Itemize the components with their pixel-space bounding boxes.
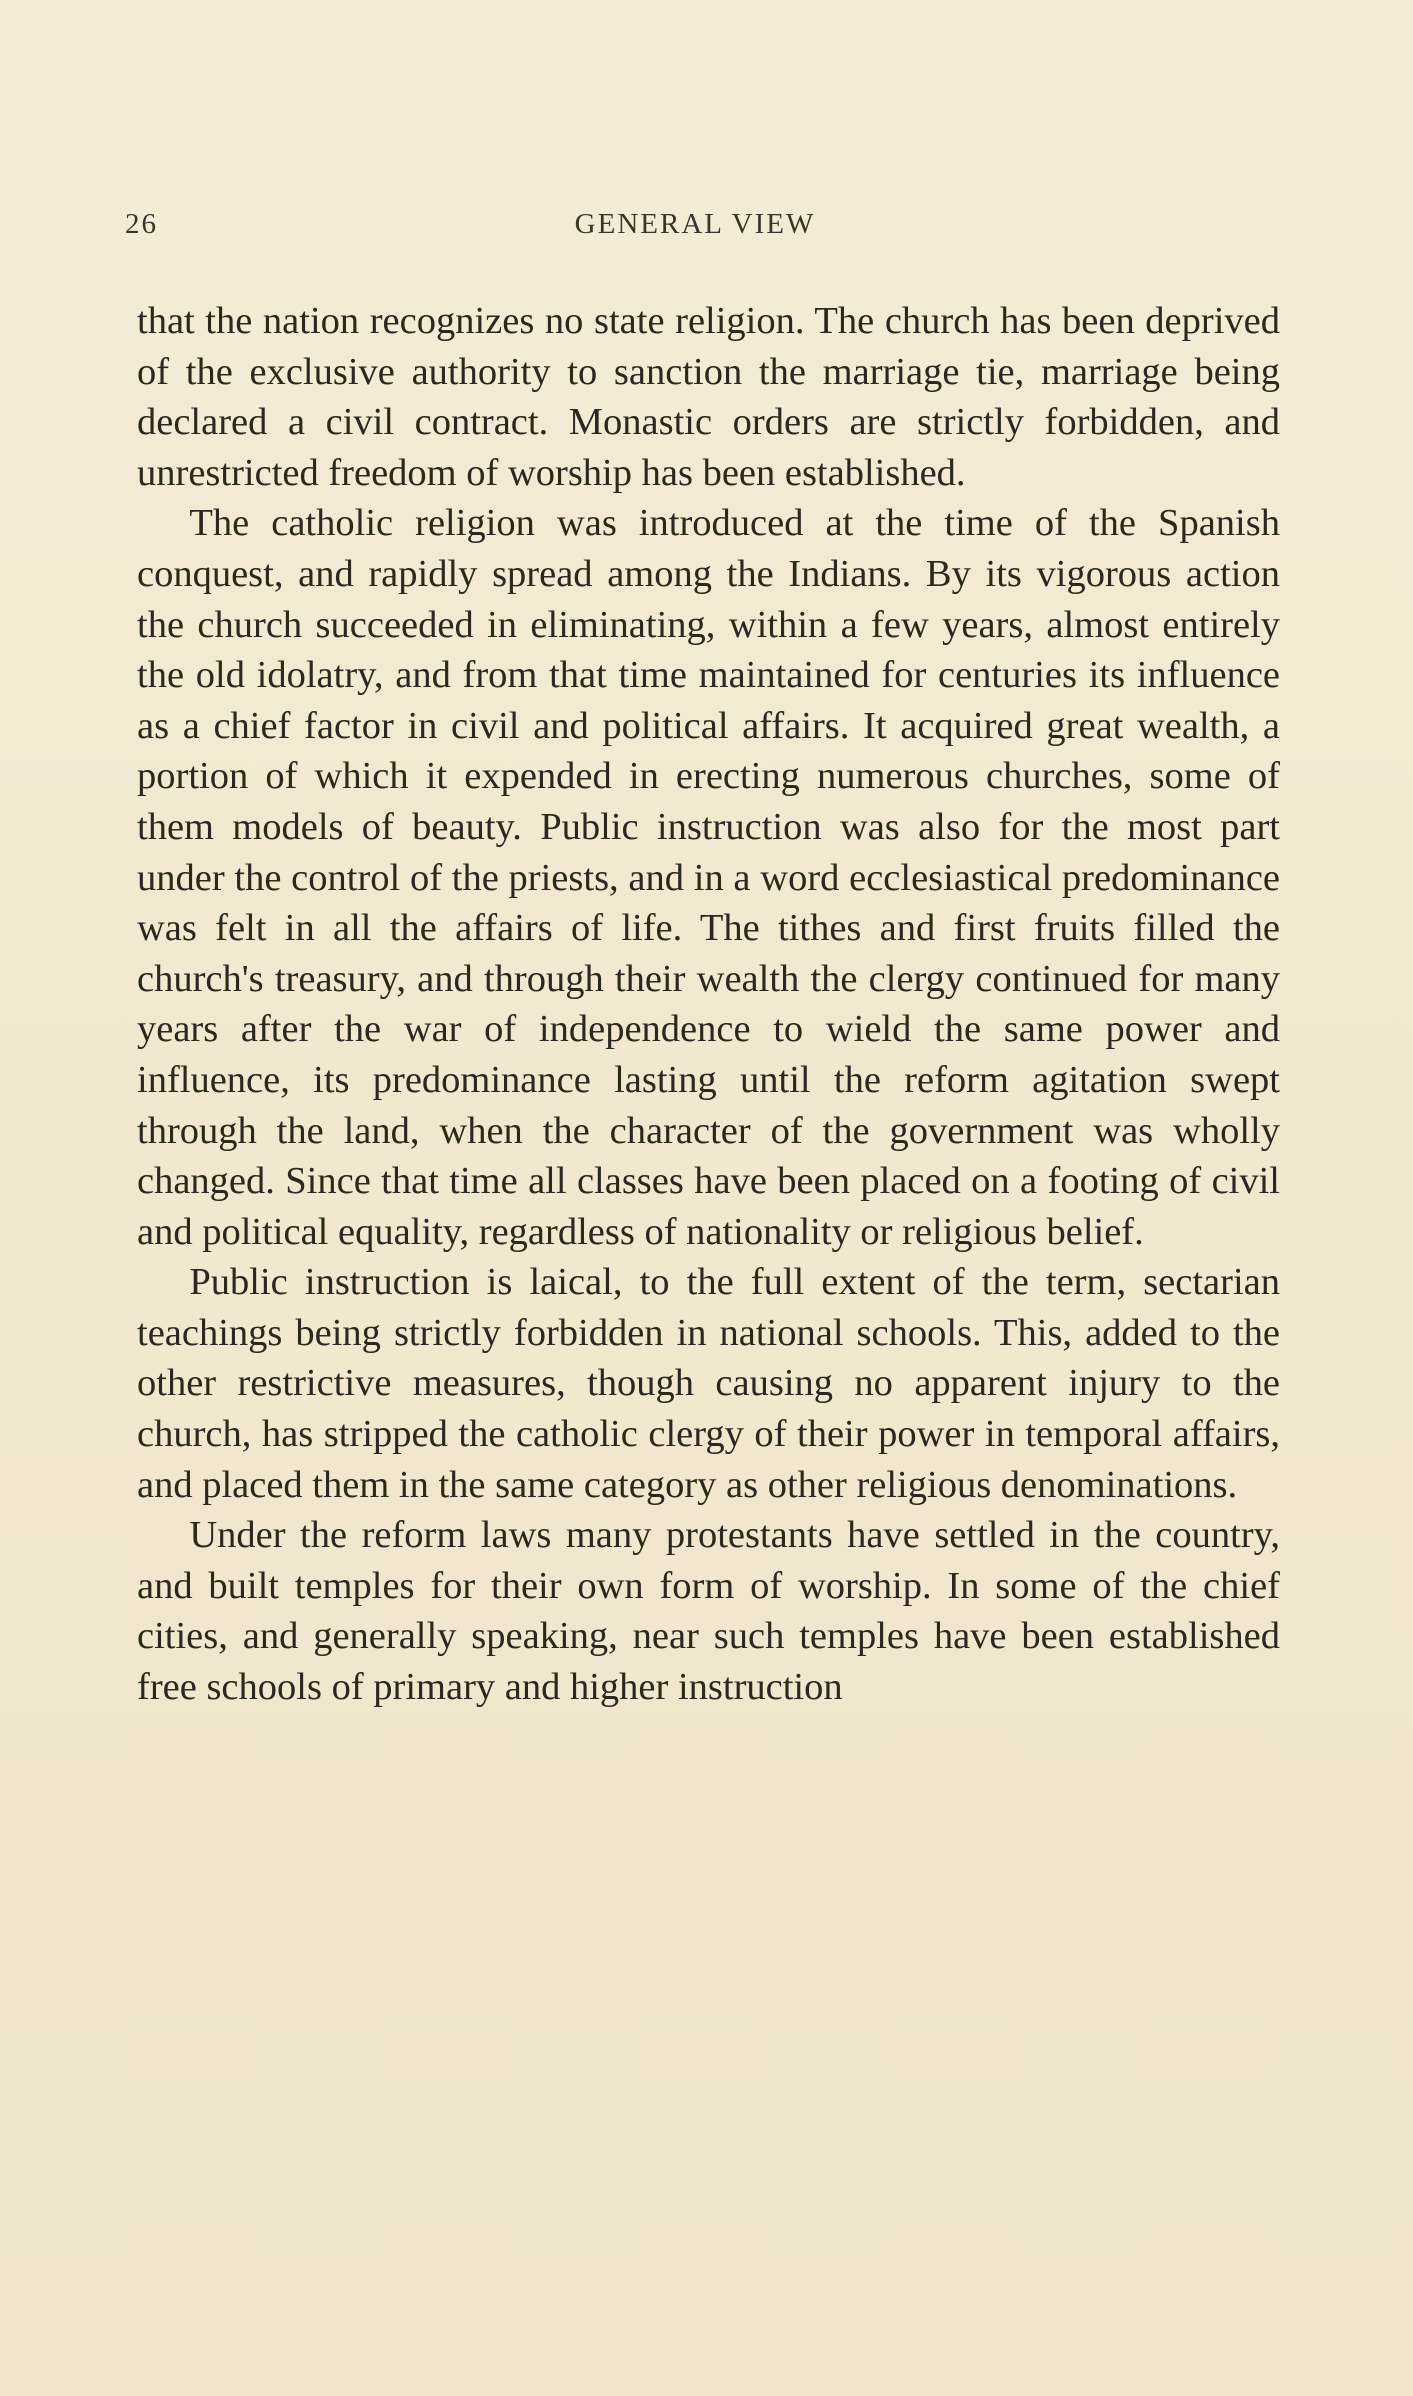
page-number: 26	[125, 208, 158, 240]
paragraph: Under the reform laws many protestants have settled in the country, and built temples for their own form of worship. In some of the chief cities, and generally speaking, near such temples have been established free schools of primary and higher instruction	[137, 1514, 1280, 1709]
running-head: GENERAL VIEW	[574, 208, 816, 240]
paragraph: Public instruction is laical, to the full extent of the term, sectarian teachings being strictly forbidden in national schools. This, added to the other restrictive measures, though causing no apparent injury to the church, has stripped the catholic clergy of their power in temporal affairs, and placed them in the same category as other religious denominations.	[137, 1261, 1280, 1506]
paragraph-continued: that the nation recognizes no state religion. The church has been deprived of the exclusive authority to sanction the marriage tie, marriage being declared a civil contract. Monastic orders are strictly forbidden, and unrestricted freedom of worship has been established.	[137, 300, 1280, 494]
paragraph: The catholic religion was introduced at the time of the Spanish conquest, and rapidly spread among the Indians. By its vigorous action the church succeeded in eliminating, within a few years, almost entirely the old idolatry, and from that time maintained for centuries its influence as a chief factor in civil and political affairs. It acquired great wealth, a portion of which it expended in erecting numerous churches, some of them models of beauty. Public instruction was also for the most part under the control of the priests, and in a word ecclesiastical predominance was felt in all the affairs of life. The tithes and first fruits filled the church's treasury, and through their wealth the clergy continued for many years after the war of independence to wield the same power and influence, its predominance lasting until the reform agitation swept through the land, when the character of the government was wholly changed. Since that time all classes have been placed on a footing of civil and political equality, regardless of nationality or religious belief.	[137, 502, 1280, 1253]
page-header	[125, 208, 1275, 248]
body-text	[137, 296, 1280, 1713]
